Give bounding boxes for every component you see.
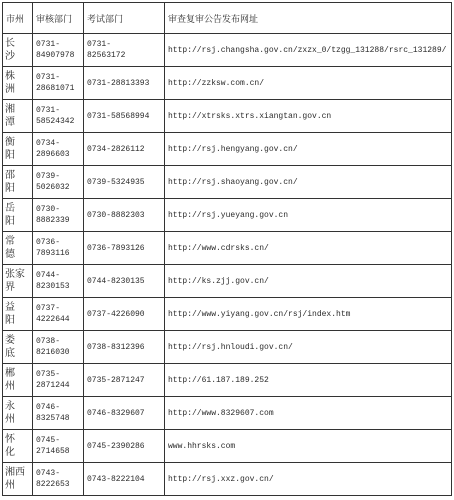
website-cell: www.hhrsks.com <box>165 430 452 463</box>
city-name: 岳 阳 <box>5 203 15 227</box>
website-cell: http://xtrsks.xtrs.xiangtan.gov.cn <box>165 100 452 133</box>
city-cell <box>3 232 33 265</box>
review-phone-cell: 0731- 84907978 <box>33 34 84 67</box>
city-name: 湘 潭 <box>5 104 15 128</box>
website-cell: http://www.cdrsks.cn/ <box>165 232 452 265</box>
website-cell: http://rsj.changsha.gov.cn/zxzx_0/tzgg_131288/rsrc_131289/ <box>165 34 452 67</box>
exam-phone-cell: 0737-4226090 <box>84 298 165 331</box>
header-city: 市州 <box>3 3 33 34</box>
city-cell <box>3 34 33 67</box>
city-cell <box>3 265 33 298</box>
review-phone-cell: 0737- 4222644 <box>33 298 84 331</box>
review-phone-cell: 0739- 5026032 <box>33 166 84 199</box>
header-exam-dept: 考试部门 <box>84 3 165 34</box>
table-row <box>3 100 452 133</box>
exam-contact-table <box>2 2 452 496</box>
review-phone-cell: 0730- 8882339 <box>33 199 84 232</box>
review-phone-cell: 0735- 2871244 <box>33 364 84 397</box>
review-phone-cell: 0743- 8222653 <box>33 463 84 496</box>
exam-phone-cell: 0745-2390286 <box>84 430 165 463</box>
exam-phone-cell: 0731- 82563172 <box>84 34 165 67</box>
city-cell <box>3 430 33 463</box>
table-row <box>3 331 452 364</box>
exam-phone-cell: 0743-8222104 <box>84 463 165 496</box>
exam-phone-cell: 0730-8882303 <box>84 199 165 232</box>
city-name: 郴 州 <box>5 368 15 392</box>
table-row <box>3 232 452 265</box>
website-cell: http://zzksw.com.cn/ <box>165 67 452 100</box>
table-row <box>3 298 452 331</box>
table-row <box>3 34 452 67</box>
website-cell: http://rsj.shaoyang.gov.cn/ <box>165 166 452 199</box>
review-phone-cell: 0736- 7893116 <box>33 232 84 265</box>
website-cell: http://www.yiyang.gov.cn/rsj/index.htm <box>165 298 452 331</box>
exam-phone-cell: 0731-58568994 <box>84 100 165 133</box>
city-cell <box>3 67 33 100</box>
city-name: 张家 界 <box>5 269 25 293</box>
header-review-dept: 审核部门 <box>33 3 84 34</box>
review-phone-cell: 0738- 8216030 <box>33 331 84 364</box>
table-row <box>3 133 452 166</box>
website-cell: http://ks.zjj.gov.cn/ <box>165 265 452 298</box>
city-name: 长 沙 <box>5 38 15 62</box>
city-name: 怀 化 <box>5 434 15 458</box>
review-phone-cell: 0731- 28681071 <box>33 67 84 100</box>
review-phone-cell: 0746- 8325748 <box>33 397 84 430</box>
exam-phone-cell: 0735-2871247 <box>84 364 165 397</box>
website-cell: http://rsj.yueyang.gov.cn <box>165 199 452 232</box>
city-name: 益 阳 <box>5 302 15 326</box>
table-row <box>3 265 452 298</box>
city-cell <box>3 166 33 199</box>
website-cell: http://rsj.hnloudi.gov.cn/ <box>165 331 452 364</box>
website-cell: http://61.187.189.252 <box>165 364 452 397</box>
header-website: 审查复审公告发布网址 <box>165 3 452 34</box>
city-cell <box>3 463 33 496</box>
table-header-row <box>3 3 452 34</box>
city-name: 湘西 州 <box>5 467 25 491</box>
exam-phone-cell: 0746-8329607 <box>84 397 165 430</box>
exam-phone-cell: 0744-8230135 <box>84 265 165 298</box>
table-row <box>3 364 452 397</box>
exam-phone-cell: 0736-7893126 <box>84 232 165 265</box>
city-cell <box>3 364 33 397</box>
city-name: 常 德 <box>5 236 15 260</box>
table-row <box>3 463 452 496</box>
exam-phone-cell: 0739-5324935 <box>84 166 165 199</box>
exam-phone-cell: 0738-8312396 <box>84 331 165 364</box>
city-cell <box>3 397 33 430</box>
exam-phone-cell: 0734-2826112 <box>84 133 165 166</box>
table-row <box>3 67 452 100</box>
city-cell <box>3 100 33 133</box>
exam-phone-cell: 0731-28813393 <box>84 67 165 100</box>
review-phone-cell: 0744- 8230153 <box>33 265 84 298</box>
table-row <box>3 430 452 463</box>
table-row <box>3 199 452 232</box>
city-name: 邵 阳 <box>5 170 15 194</box>
city-name: 娄 底 <box>5 335 15 359</box>
city-cell <box>3 298 33 331</box>
table-row <box>3 397 452 430</box>
website-cell: http://rsj.hengyang.gov.cn/ <box>165 133 452 166</box>
city-name: 衡 阳 <box>5 137 15 161</box>
review-phone-cell: 0731- 58524342 <box>33 100 84 133</box>
website-cell: http://rsj.xxz.gov.cn/ <box>165 463 452 496</box>
city-name: 株 洲 <box>5 71 15 95</box>
city-cell <box>3 331 33 364</box>
city-cell <box>3 133 33 166</box>
review-phone-cell: 0734- 2896603 <box>33 133 84 166</box>
city-name: 永 州 <box>5 401 15 425</box>
website-cell: http://www.8329607.com <box>165 397 452 430</box>
table-row <box>3 166 452 199</box>
review-phone-cell: 0745- 2714658 <box>33 430 84 463</box>
city-cell <box>3 199 33 232</box>
